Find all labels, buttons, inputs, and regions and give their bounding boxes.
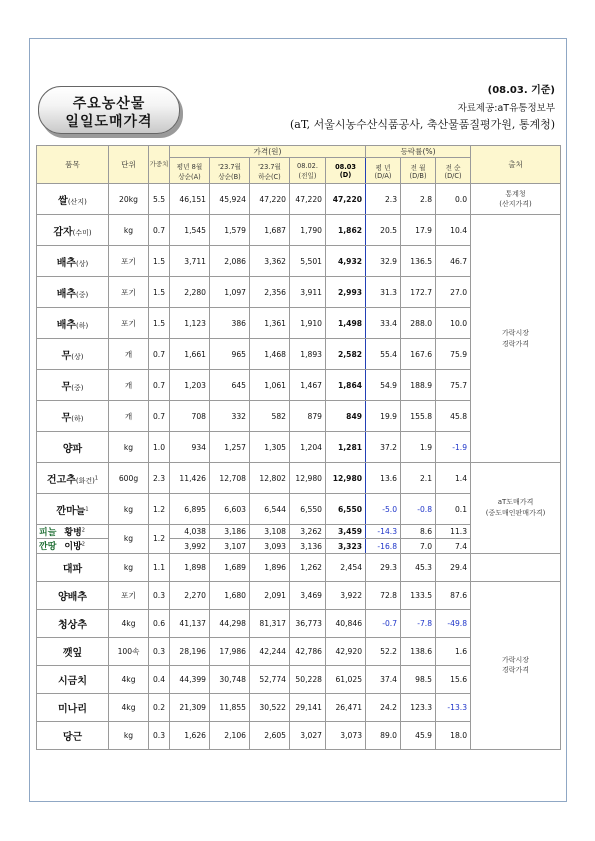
item-name-text: 청상추: [58, 619, 87, 631]
item-weight: 1.2: [149, 525, 170, 554]
price-p2: 965: [210, 339, 250, 370]
item-name-text: 건고추: [46, 474, 76, 486]
price-p1: 1,123: [170, 308, 210, 339]
price-today: 6,550: [326, 494, 366, 525]
price-p4: 1,262: [290, 553, 326, 581]
rate-r3: 0.0: [436, 184, 471, 215]
rate-r2: 2.1: [401, 463, 436, 494]
price-p4: 1,204: [290, 432, 326, 463]
price-today: 2,582: [326, 339, 366, 370]
item-grade: (중): [76, 290, 89, 299]
price-p1: 46,151: [170, 184, 210, 215]
rate-r2: 167.6: [401, 339, 436, 370]
rate-r1: 89.0: [366, 721, 401, 749]
table-row: [37, 581, 561, 609]
price-p4: 6,550: [290, 494, 326, 525]
item-name: [37, 370, 109, 401]
price-today: 1,864: [326, 370, 366, 401]
price-p2: 45,924: [210, 184, 250, 215]
item-weight: 1.5: [149, 277, 170, 308]
rate-r2: 172.7: [401, 277, 436, 308]
rate-r3: 87.6: [436, 581, 471, 609]
price-p3: 47,220: [250, 184, 290, 215]
item-weight: 0.3: [149, 637, 170, 665]
item-weight: 0.7: [149, 370, 170, 401]
item-name-text: 미나리: [58, 703, 87, 715]
item-unit: 포기: [109, 308, 149, 339]
price-p2: 44,298: [210, 609, 250, 637]
price-p3: 1,896: [250, 553, 290, 581]
rate-r3: 0.1: [436, 494, 471, 525]
price-p5: 40,846: [326, 609, 366, 637]
item-weight: 2.3: [149, 463, 170, 494]
price-p5: 26,471: [326, 693, 366, 721]
price-p1: 1,545: [170, 215, 210, 246]
rate-r1: 72.8: [366, 581, 401, 609]
item-name-text: 황병: [64, 528, 82, 538]
price-p1: 2,270: [170, 581, 210, 609]
item-name-text: 무: [61, 350, 72, 362]
price-p4: 1,910: [290, 308, 326, 339]
rate-r1: 29.3: [366, 553, 401, 581]
item-name: [37, 463, 109, 494]
item-unit: 포기: [109, 581, 149, 609]
item-weight: 1.0: [149, 432, 170, 463]
price-p2: 11,855: [210, 693, 250, 721]
item-name: [37, 339, 109, 370]
price-p1: 1,898: [170, 553, 210, 581]
item-name-text: 쌀: [58, 195, 68, 207]
source-at: aT도매가격 (중도매인판매가격): [471, 463, 561, 554]
header-r2: 전 월 (D/B): [401, 158, 436, 184]
item-grade: (수미): [72, 228, 92, 237]
item-weight: 0.2: [149, 693, 170, 721]
item-unit: 100속: [109, 637, 149, 665]
item-name: [37, 184, 109, 215]
rate-r2: 123.3: [401, 693, 436, 721]
rate-r3: 18.0: [436, 721, 471, 749]
price-p4: 879: [290, 401, 326, 432]
price-today: 1,498: [326, 308, 366, 339]
rate-r1: 20.5: [366, 215, 401, 246]
price-p1: 6,895: [170, 494, 210, 525]
price-p1: 41,137: [170, 609, 210, 637]
item-weight: 0.6: [149, 609, 170, 637]
price-p4: 1,893: [290, 339, 326, 370]
price-p2: 3,186: [210, 525, 250, 539]
price-p5: 3,922: [326, 581, 366, 609]
item-name-text: 양파: [62, 443, 83, 455]
rate-r2: 155.8: [401, 401, 436, 432]
item-name-text: 이방: [64, 542, 82, 553]
price-p3: 1,468: [250, 339, 290, 370]
price-p4: 3,262: [290, 525, 326, 539]
rate-r2: 98.5: [401, 665, 436, 693]
item-name: [37, 308, 109, 339]
price-p1: 2,280: [170, 277, 210, 308]
item-name: [37, 665, 109, 693]
price-p2: 1,579: [210, 215, 250, 246]
item-unit: 개: [109, 401, 149, 432]
item-grade: (중): [71, 383, 84, 392]
rate-r3: 15.6: [436, 665, 471, 693]
price-p4: 3,136: [290, 539, 326, 553]
item-name: [37, 494, 109, 525]
header-item: 품목: [37, 146, 109, 184]
rate-r2: 133.5: [401, 581, 436, 609]
item-unit: kg: [109, 432, 149, 463]
item-unit: kg: [109, 721, 149, 749]
rate-r2: 288.0: [401, 308, 436, 339]
rate-r1: 31.3: [366, 277, 401, 308]
price-p3: 2,091: [250, 581, 290, 609]
item-name: [37, 432, 109, 463]
item-unit: 600g: [109, 463, 149, 494]
header-p2: '23.7월 상순(B): [210, 158, 250, 184]
price-p3: 1,687: [250, 215, 290, 246]
item-name-text: 당근: [62, 731, 83, 743]
item-name-text: 감자: [53, 226, 73, 238]
rate-r2: 136.5: [401, 246, 436, 277]
price-p1: 708: [170, 401, 210, 432]
header-rate-group: 등락률(%): [366, 146, 471, 158]
price-p5: 61,025: [326, 665, 366, 693]
item-name: [37, 609, 109, 637]
price-p3: 1,061: [250, 370, 290, 401]
rate-r2: 2.8: [401, 184, 436, 215]
rate-r1: 54.9: [366, 370, 401, 401]
price-p2: 30,748: [210, 665, 250, 693]
item-weight: 1.5: [149, 308, 170, 339]
price-today: 4,932: [326, 246, 366, 277]
price-p2: 12,708: [210, 463, 250, 494]
rate-r3: 45.8: [436, 401, 471, 432]
price-p1: 3,711: [170, 246, 210, 277]
item-name-text: 깻잎: [62, 647, 83, 659]
item-weight: 0.7: [149, 401, 170, 432]
price-p2: 332: [210, 401, 250, 432]
price-p4: 36,773: [290, 609, 326, 637]
item-unit: 포기: [109, 246, 149, 277]
item-unit: 4kg: [109, 609, 149, 637]
price-p4: 1,790: [290, 215, 326, 246]
price-today: 3,459: [326, 525, 366, 539]
item-weight: 1.2: [149, 494, 170, 525]
price-p2: 3,107: [210, 539, 250, 553]
price-p2: 1,097: [210, 277, 250, 308]
price-p4: 3,469: [290, 581, 326, 609]
price-p5: 42,920: [326, 637, 366, 665]
item-grade: (하): [76, 321, 89, 330]
item-weight: 0.4: [149, 665, 170, 693]
rate-r1: 33.4: [366, 308, 401, 339]
header-unit: 단위: [109, 146, 149, 184]
price-p5: 2,454: [326, 553, 366, 581]
rate-r1: -14.3: [366, 525, 401, 539]
table-row: [37, 463, 561, 494]
item-name: [37, 637, 109, 665]
garlic-tag: 피늘: [39, 528, 57, 538]
source-garak: 가락시장 경락가격: [471, 215, 561, 463]
item-unit: kg: [109, 525, 149, 554]
item-name-text: 시금치: [58, 675, 87, 687]
price-p3: 30,522: [250, 693, 290, 721]
price-p2: 6,603: [210, 494, 250, 525]
price-p1: 1,661: [170, 339, 210, 370]
price-p3: 3,108: [250, 525, 290, 539]
rate-r2: 1.9: [401, 432, 436, 463]
price-p5: 3,073: [326, 721, 366, 749]
price-p4: 47,220: [290, 184, 326, 215]
table-row: [37, 184, 561, 215]
price-p1: 44,399: [170, 665, 210, 693]
title-line-2: 일일도매가격: [65, 114, 153, 130]
price-today: 1,862: [326, 215, 366, 246]
header-r3: 전 순 (D/C): [436, 158, 471, 184]
price-p1: 3,992: [170, 539, 210, 553]
price-table: [36, 145, 561, 750]
price-p4: 1,467: [290, 370, 326, 401]
item-name-text: 배추: [56, 257, 77, 269]
price-today: 849: [326, 401, 366, 432]
rate-r3: 10.0: [436, 308, 471, 339]
price-p4: 29,141: [290, 693, 326, 721]
header-r1: 평 년 (D/A): [366, 158, 401, 184]
rate-r3: 27.0: [436, 277, 471, 308]
header-weight: 가중치: [149, 146, 170, 184]
price-p1: 21,309: [170, 693, 210, 721]
rate-r3: -13.3: [436, 693, 471, 721]
rate-r3: 1.4: [436, 463, 471, 494]
item-name: 피늘 황병$^2$: [37, 525, 109, 539]
price-p4: 3,027: [290, 721, 326, 749]
price-p1: 934: [170, 432, 210, 463]
price-p2: 2,106: [210, 721, 250, 749]
header-price-group: 가격(원): [170, 146, 366, 158]
title-badge: [38, 86, 180, 134]
rate-r2: -7.8: [401, 609, 436, 637]
item-unit: kg: [109, 494, 149, 525]
price-p2: 386: [210, 308, 250, 339]
item-grade: (하): [71, 414, 84, 423]
price-p3: 3,362: [250, 246, 290, 277]
price-today: 2,993: [326, 277, 366, 308]
rate-r1: 32.9: [366, 246, 401, 277]
price-p3: 582: [250, 401, 290, 432]
basis-date: (08.03. 기준): [487, 85, 555, 96]
price-p2: 1,689: [210, 553, 250, 581]
rate-r1: -5.0: [366, 494, 401, 525]
item-unit: 포기: [109, 277, 149, 308]
rate-r1: 2.3: [366, 184, 401, 215]
header-p4: 08.02. (전일): [290, 158, 326, 184]
rate-r2: 45.3: [401, 553, 436, 581]
price-p4: 12,980: [290, 463, 326, 494]
rate-r1: 24.2: [366, 693, 401, 721]
item-unit: 20kg: [109, 184, 149, 215]
price-p3: 1,305: [250, 432, 290, 463]
header-source: 출처: [471, 146, 561, 184]
price-today: 47,220: [326, 184, 366, 215]
rate-r2: 7.0: [401, 539, 436, 553]
price-p3: 42,244: [250, 637, 290, 665]
item-name: [37, 277, 109, 308]
item-weight: 0.7: [149, 339, 170, 370]
rate-r3: 29.4: [436, 553, 471, 581]
item-name-text: 깐마늘: [56, 505, 86, 517]
header-p1: 평년 8월 상순(A): [170, 158, 210, 184]
price-p2: 2,086: [210, 246, 250, 277]
source-statistics: 통계청 (산지가격): [471, 184, 561, 215]
item-unit: kg: [109, 553, 149, 581]
price-today: 3,323: [326, 539, 366, 553]
item-name: [37, 581, 109, 609]
rate-r1: 13.6: [366, 463, 401, 494]
item-name-text: 양배추: [58, 591, 87, 603]
rate-r3: 7.4: [436, 539, 471, 553]
item-name: 깐땅 이방$^2$: [37, 539, 109, 553]
table-row: [37, 215, 561, 246]
rate-r3: -49.8: [436, 609, 471, 637]
price-p2: 645: [210, 370, 250, 401]
item-unit: kg: [109, 215, 149, 246]
item-unit: 개: [109, 370, 149, 401]
item-weight: 1.5: [149, 246, 170, 277]
item-name: [37, 721, 109, 749]
price-p1: 1,626: [170, 721, 210, 749]
rate-r1: 52.2: [366, 637, 401, 665]
garlic-tag: 깐땅: [39, 542, 57, 553]
item-weight: 0.7: [149, 215, 170, 246]
source-garak-2: 가락시장 경락가격: [471, 581, 561, 749]
rate-r1: -16.8: [366, 539, 401, 553]
price-p3: 52,774: [250, 665, 290, 693]
item-name-text: 배추: [56, 319, 77, 331]
item-name: [37, 553, 109, 581]
rate-r3: 75.7: [436, 370, 471, 401]
item-name: [37, 215, 109, 246]
rate-r3: 75.9: [436, 339, 471, 370]
item-weight: 0.3: [149, 721, 170, 749]
price-p3: 3,093: [250, 539, 290, 553]
item-name: [37, 246, 109, 277]
source-provider: 자료제공:aT유통정보부: [457, 103, 555, 114]
rate-r1: -0.7: [366, 609, 401, 637]
price-p1: 4,038: [170, 525, 210, 539]
rate-r3: 10.4: [436, 215, 471, 246]
item-name: [37, 401, 109, 432]
footnote-mark: 1: [94, 474, 99, 481]
item-weight: 5.5: [149, 184, 170, 215]
header-p5-today: 08.03 (D): [326, 158, 366, 184]
rate-r2: 138.6: [401, 637, 436, 665]
price-today: 1,281: [326, 432, 366, 463]
item-grade: (상): [71, 352, 84, 361]
source-institutions: (aT, 서울시농수산식품공사, 축산물품질평가원, 통계청): [290, 118, 555, 131]
footnote-mark: 1: [85, 505, 89, 512]
price-p4: 3,911: [290, 277, 326, 308]
price-p3: 1,361: [250, 308, 290, 339]
price-p4: 5,501: [290, 246, 326, 277]
price-p1: 11,426: [170, 463, 210, 494]
rate-r1: 37.2: [366, 432, 401, 463]
rate-r1: 19.9: [366, 401, 401, 432]
price-p2: 1,257: [210, 432, 250, 463]
header-p3: '23.7월 하순(C): [250, 158, 290, 184]
price-p3: 6,544: [250, 494, 290, 525]
rate-r3: 1.6: [436, 637, 471, 665]
item-weight: 0.3: [149, 581, 170, 609]
item-grade: (상): [76, 259, 89, 268]
source-blank: [471, 553, 561, 581]
rate-r2: 8.6: [401, 525, 436, 539]
item-grade: (산지): [67, 197, 87, 206]
item-weight: 1.1: [149, 553, 170, 581]
price-p4: 42,786: [290, 637, 326, 665]
rate-r2: -0.8: [401, 494, 436, 525]
rate-r2: 17.9: [401, 215, 436, 246]
item-grade: (화건): [75, 476, 95, 485]
table-row: [37, 553, 561, 581]
price-p4: 50,228: [290, 665, 326, 693]
rate-r2: 45.9: [401, 721, 436, 749]
price-today: 12,980: [326, 463, 366, 494]
price-p2: 17,986: [210, 637, 250, 665]
item-name-text: 대파: [62, 563, 83, 575]
item-name-text: 무: [61, 381, 72, 393]
item-name: [37, 693, 109, 721]
price-p1: 1,203: [170, 370, 210, 401]
rate-r3: 11.3: [436, 525, 471, 539]
price-p3: 81,317: [250, 609, 290, 637]
price-p3: 12,802: [250, 463, 290, 494]
item-unit: 4kg: [109, 665, 149, 693]
item-unit: 4kg: [109, 693, 149, 721]
rate-r3: 46.7: [436, 246, 471, 277]
rate-r2: 188.9: [401, 370, 436, 401]
price-p2: 1,680: [210, 581, 250, 609]
price-p3: 2,356: [250, 277, 290, 308]
item-name-text: 배추: [56, 288, 77, 300]
rate-r1: 55.4: [366, 339, 401, 370]
price-p3: 2,605: [250, 721, 290, 749]
item-name-text: 무: [61, 412, 72, 424]
item-unit: 개: [109, 339, 149, 370]
rate-r1: 37.4: [366, 665, 401, 693]
price-p1: 28,196: [170, 637, 210, 665]
rate-r3: -1.9: [436, 432, 471, 463]
title-line-1: 주요농산물: [72, 96, 146, 112]
